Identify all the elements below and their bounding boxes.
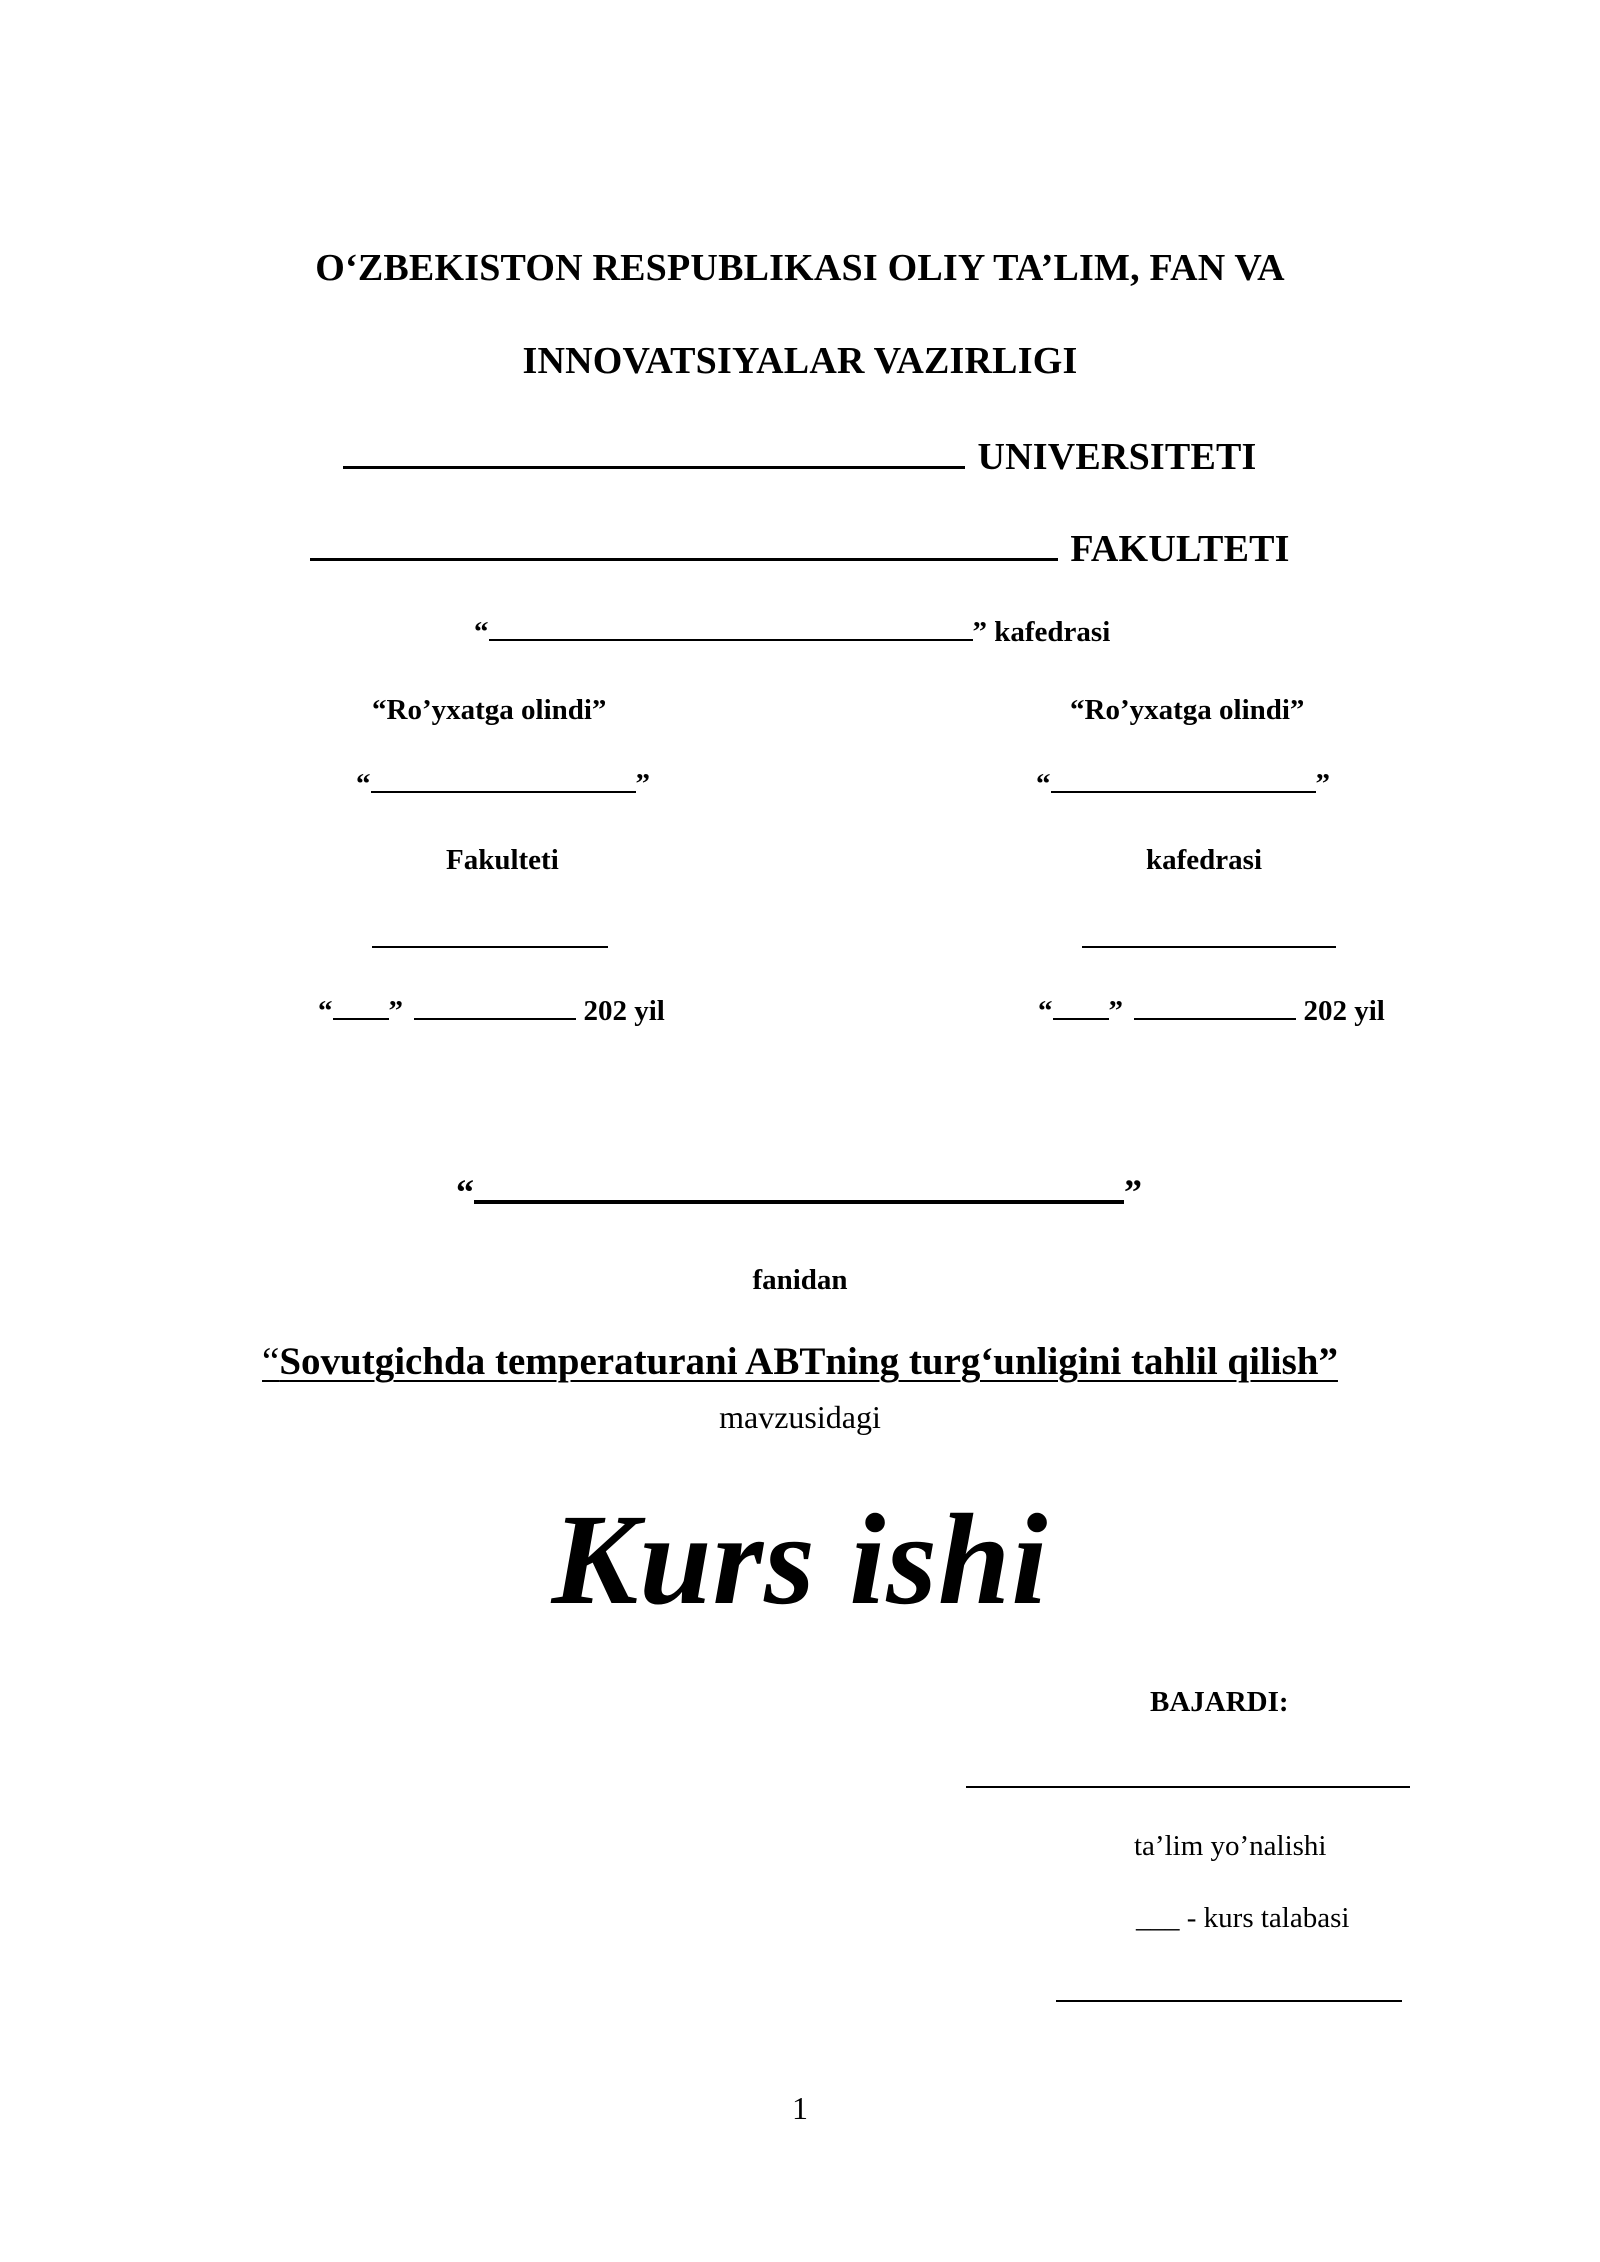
subject-open-quote: “ xyxy=(456,1172,474,1212)
left-registration-title: “Ro’yxatga olindi” xyxy=(372,694,607,726)
course-number-blank: ___ xyxy=(1136,1902,1180,1934)
left-faculty-label: Fakulteti xyxy=(446,844,559,876)
topic-line xyxy=(0,1339,1600,1384)
topic-open-quote: “ xyxy=(262,1340,280,1383)
topic-title xyxy=(262,1340,1338,1383)
ministry-line-2: INNOVATSIYALAR VAZIRLIGI xyxy=(522,340,1078,382)
right-department-label: kafedrasi xyxy=(1146,844,1262,876)
right-registration-quote: “ ” xyxy=(1036,768,1330,800)
left-year: 202 yil xyxy=(583,995,665,1027)
left-registration-quote: “ ” xyxy=(356,768,650,800)
faculty-line xyxy=(0,524,1600,571)
department-open-quote: “ xyxy=(474,616,489,648)
left-day-blank xyxy=(333,996,389,1020)
subject-close-quote: ” xyxy=(1124,1172,1142,1212)
right-registration-title: “Ro’yxatga olindi” xyxy=(1070,694,1305,726)
right-registration-blank xyxy=(1051,769,1316,793)
left-month-blank xyxy=(414,996,576,1020)
subject-name-blank xyxy=(474,1170,1124,1204)
topic-text: Sovutgichda temperaturani ABTning turg‘unligini tahlil qilish” xyxy=(279,1340,1338,1383)
direction-label: ta’lim yo’nalishi xyxy=(1134,1830,1327,1862)
department-label: ” kafedrasi xyxy=(972,616,1111,648)
department-line xyxy=(474,616,1110,649)
author-name-line xyxy=(966,1786,1410,1788)
author-label: BAJARDI: xyxy=(1150,1686,1289,1718)
right-day-blank xyxy=(1053,996,1109,1020)
department-name-blank xyxy=(489,617,973,641)
left-date-line: “ ” 202 yil xyxy=(318,995,665,1027)
faculty-label: FAKULTETI xyxy=(1070,528,1290,570)
right-year: 202 yil xyxy=(1303,995,1385,1027)
course-label: - kurs talabasi xyxy=(1179,1902,1350,1934)
left-signature-line xyxy=(372,946,608,948)
university-label: UNIVERSITETI xyxy=(977,436,1257,478)
course-line xyxy=(1136,1902,1349,1935)
right-signature-line xyxy=(1082,946,1336,948)
subject-line xyxy=(456,1170,1142,1213)
left-registration-blank xyxy=(371,769,636,793)
right-date-line: “ ” 202 yil xyxy=(1038,995,1385,1027)
topic-suffix: mavzusidagi xyxy=(719,1399,881,1435)
university-name-blank xyxy=(343,432,965,469)
faculty-name-blank xyxy=(310,524,1058,561)
subject-label: fanidan xyxy=(752,1264,848,1296)
right-month-blank xyxy=(1134,996,1296,1020)
document-type-title: Kurs ishi xyxy=(551,1488,1049,1632)
page-number: 1 xyxy=(792,2090,808,2126)
university-line xyxy=(0,432,1600,479)
ministry-line-1: O‘ZBEKISTON RESPUBLIKASI OLIY TA’LIM, FAN VA xyxy=(315,247,1285,289)
author-signature-line xyxy=(1056,2000,1402,2002)
